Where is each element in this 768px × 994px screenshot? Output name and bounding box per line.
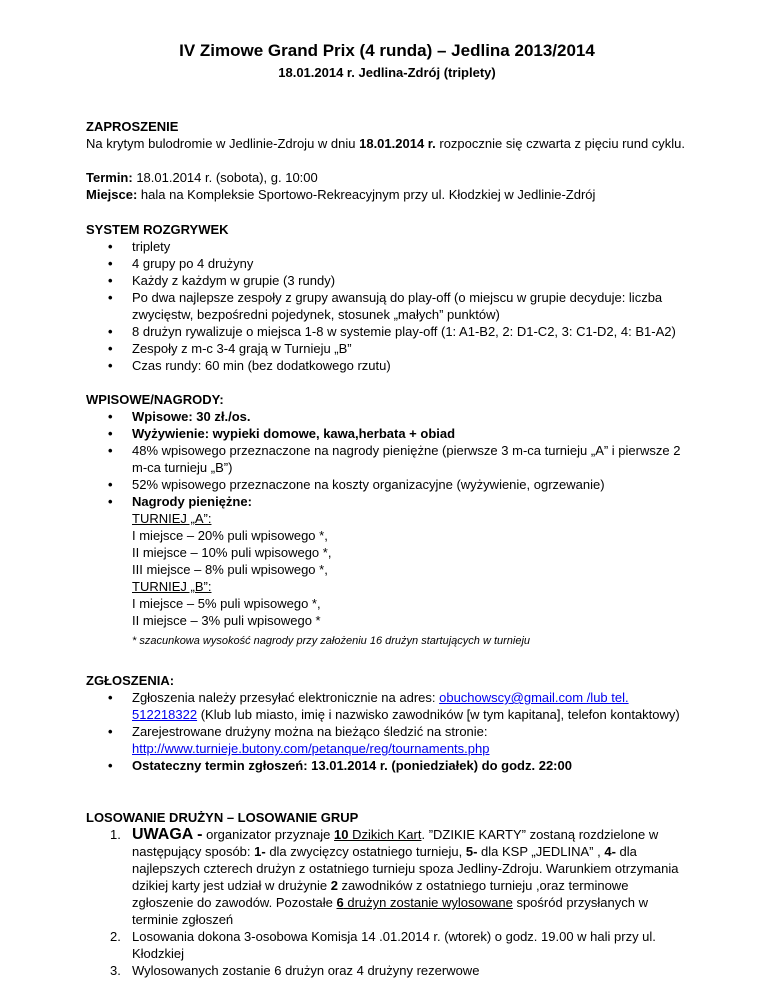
prizes-label: Nagrody pieniężne: — [132, 494, 252, 509]
list-item — [132, 493, 688, 650]
los-text: dla KSP „JEDLINA” , — [477, 844, 605, 859]
los-num: 5- — [465, 844, 478, 859]
invitation-text-a: Na krytym bulodromie w Jedlinie-Zdroju w dniu — [86, 136, 360, 151]
los-num: 1- — [254, 844, 266, 859]
list-item — [132, 408, 688, 425]
list-item — [132, 425, 688, 442]
turniej-b-text: TURNIEJ „B”: — [132, 579, 212, 594]
list-item — [132, 723, 688, 757]
invitation-heading: ZAPROSZENIE — [86, 119, 179, 134]
los-num: 6 — [336, 895, 344, 910]
page-title: IV Zimowe Grand Prix (4 runda) – Jedlina 2013/2014 — [179, 41, 595, 60]
zgl-deadline: Ostateczny termin zgłoszeń: 13.01.2014 r. (poniedziałek) do godz. 22:00 — [132, 758, 572, 773]
turniej-b-label — [132, 578, 688, 595]
zgl-item1-text: Zgłoszenia należy przesyłać elektronicznie na adres: — [132, 690, 440, 705]
los-text: zawodników z ostatniego turnieju ,oraz terminowe zgłoszenie do zawodów. Pozostałe — [132, 878, 629, 910]
miejsce-label: Miejsce: — [86, 187, 138, 202]
fee-label: Wpisowe — [132, 409, 189, 424]
turniej-a-label — [132, 510, 688, 527]
invitation-date: 18.01.2014 r. — [359, 136, 436, 151]
zgloszenia-heading: ZGŁOSZENIA: — [86, 673, 175, 688]
los-wildcards-label: Dzikich Kart — [348, 827, 422, 842]
los-text: organizator przyznaje — [202, 827, 335, 842]
list-item — [110, 962, 688, 979]
list-item — [132, 689, 688, 723]
los-text: dla zwycięzcy ostatniego turnieju, — [265, 844, 466, 859]
system-heading: SYSTEM ROZGRYWEK — [86, 222, 229, 237]
system-section — [86, 221, 688, 374]
prize-a3: III miejsce – 8% puli wpisowego *, — [132, 562, 328, 577]
termin-label: Termin: — [86, 170, 133, 185]
wpisowe-heading: WPISOWE/NAGRODY: — [86, 392, 224, 407]
los-item3-text: Wylosowanych zostanie 6 drużyn oraz 4 drużyny rezerwowe — [132, 963, 480, 978]
prize-b2: II miejsce – 3% puli wpisowego * — [132, 613, 321, 628]
list-item: • Po dwa najlepsze zespoły z grupy awansują do play-off (o miejscu w grupie decyduje: liczba zwycięstw, bezpośredni pojedynek, stosunek „małych” punktów) — [132, 289, 688, 323]
list-item: • Zespoły z m-c 3-4 grają w Turnieju „B” — [132, 340, 688, 357]
termin-section — [86, 169, 688, 203]
miejsce-line — [86, 186, 688, 203]
list-item: • 52% wpisowego przeznaczone na koszty organizacyjne (wyżywienie, ogrzewanie) — [132, 476, 688, 493]
invitation-section — [86, 118, 688, 152]
prize-footnote: * szacunkowa wysokość nagrody przy założeniu 16 drużyn startujących w turnieju — [132, 635, 531, 647]
los-text: . ”DZIKIE KARTY” zostaną rozdzielone w następujący sposób: — [132, 827, 659, 859]
uwaga-label: UWAGA - — [132, 826, 203, 843]
list-item: • 8 drużyn rywalizuje o miejsca 1-8 w systemie play-off (1: A1-B2, 2: D1-C2, 3: C1-D2, 4: B1-A2) — [132, 323, 688, 340]
item-number: 2. — [110, 929, 121, 944]
list-item — [110, 826, 688, 928]
list-item: • 48% wpisowego przeznaczone na nagrody pieniężne (pierwsze 3 m-ca turnieju „A” i pierwsze 2 m-ca turnieju „B”) — [132, 442, 688, 476]
list-item — [110, 928, 688, 962]
turniej-a-text: TURNIEJ „A”: — [132, 511, 212, 526]
los-num: 2 — [330, 878, 338, 893]
los-wildcards-count: 10 — [334, 827, 349, 842]
list-item — [132, 757, 688, 774]
prize-a1: I miejsce – 20% puli wpisowego *, — [132, 528, 328, 543]
list-item: • Każdy z każdym w grupie (3 rundy) — [132, 272, 688, 289]
los-num: 4- — [604, 844, 616, 859]
list-item: • Czas rundy: 60 min (bez dodatkowego rzutu) — [132, 357, 688, 374]
zgl-item2-text: Zarejestrowane drużyny można na bieżąco śledzić na stronie: — [132, 724, 488, 739]
zgl-item1-text-b: (Klub lub miasto, imię i nazwisko zawodników [w tym kapitana], telefon kontaktowy) — [197, 707, 680, 722]
los-text: dla najlepszych czterech drużyn z ostatniego turnieju spoza Jedliny-Zdroju. Warunkiem otrzymania dzikiej karty jest udział w drużynie — [132, 844, 679, 893]
termin-value: 18.01.2014 r. (sobota), g. 10:00 — [132, 170, 318, 185]
termin-line — [86, 169, 688, 186]
item-number: 1. — [110, 827, 121, 842]
invitation-text-b: rozpocznie się czwarta z pięciu rund cyklu. — [435, 136, 686, 151]
wpisowe-section — [86, 391, 688, 650]
document-page — [86, 40, 688, 979]
losowanie-section — [86, 809, 688, 979]
tournaments-link[interactable]: http://www.turnieje.butony.com/petanque/reg/tournaments.php — [132, 741, 490, 756]
wpisowe-list — [86, 408, 688, 650]
prize-b1: I miejsce – 5% puli wpisowego *, — [132, 596, 321, 611]
fee-value: : 30 zł./os. — [188, 409, 251, 424]
food-text: Wyżywienie: wypieki domowe, kawa,herbata + obiad — [132, 426, 456, 441]
email-link[interactable]: obuchowscy@gmail.com /lub tel. 512218322 — [132, 690, 629, 722]
losowanie-list — [86, 826, 688, 979]
los-text: spośród przysłanych w terminie zgłoszeń — [132, 895, 648, 927]
zgloszenia-section — [86, 672, 688, 774]
item-number: 3. — [110, 963, 121, 978]
los-underlined: drużyn zostanie wylosowane — [343, 895, 513, 910]
list-item: • triplety — [132, 238, 688, 255]
invitation-text — [86, 135, 688, 152]
los-item2-text: Losowania dokona 3-osobowa Komisja 14 .01.2014 r. (wtorek) o godz. 19.00 w hali przy ul. Kłodzkiej — [132, 929, 656, 961]
page-subtitle: 18.01.2014 r. Jedlina-Zdrój (triplety) — [278, 65, 496, 80]
list-item: • 4 grupy po 4 drużyny — [132, 255, 688, 272]
system-list — [86, 238, 688, 374]
miejsce-value: hala na Kompleksie Sportowo-Rekreacyjnym przy ul. Kłodzkiej w Jedlinie-Zdrój — [137, 187, 596, 202]
prize-a2: II miejsce – 10% puli wpisowego *, — [132, 545, 332, 560]
losowanie-heading: LOSOWANIE DRUŻYN – LOSOWANIE GRUP — [86, 810, 359, 825]
zgloszenia-list — [86, 689, 688, 774]
